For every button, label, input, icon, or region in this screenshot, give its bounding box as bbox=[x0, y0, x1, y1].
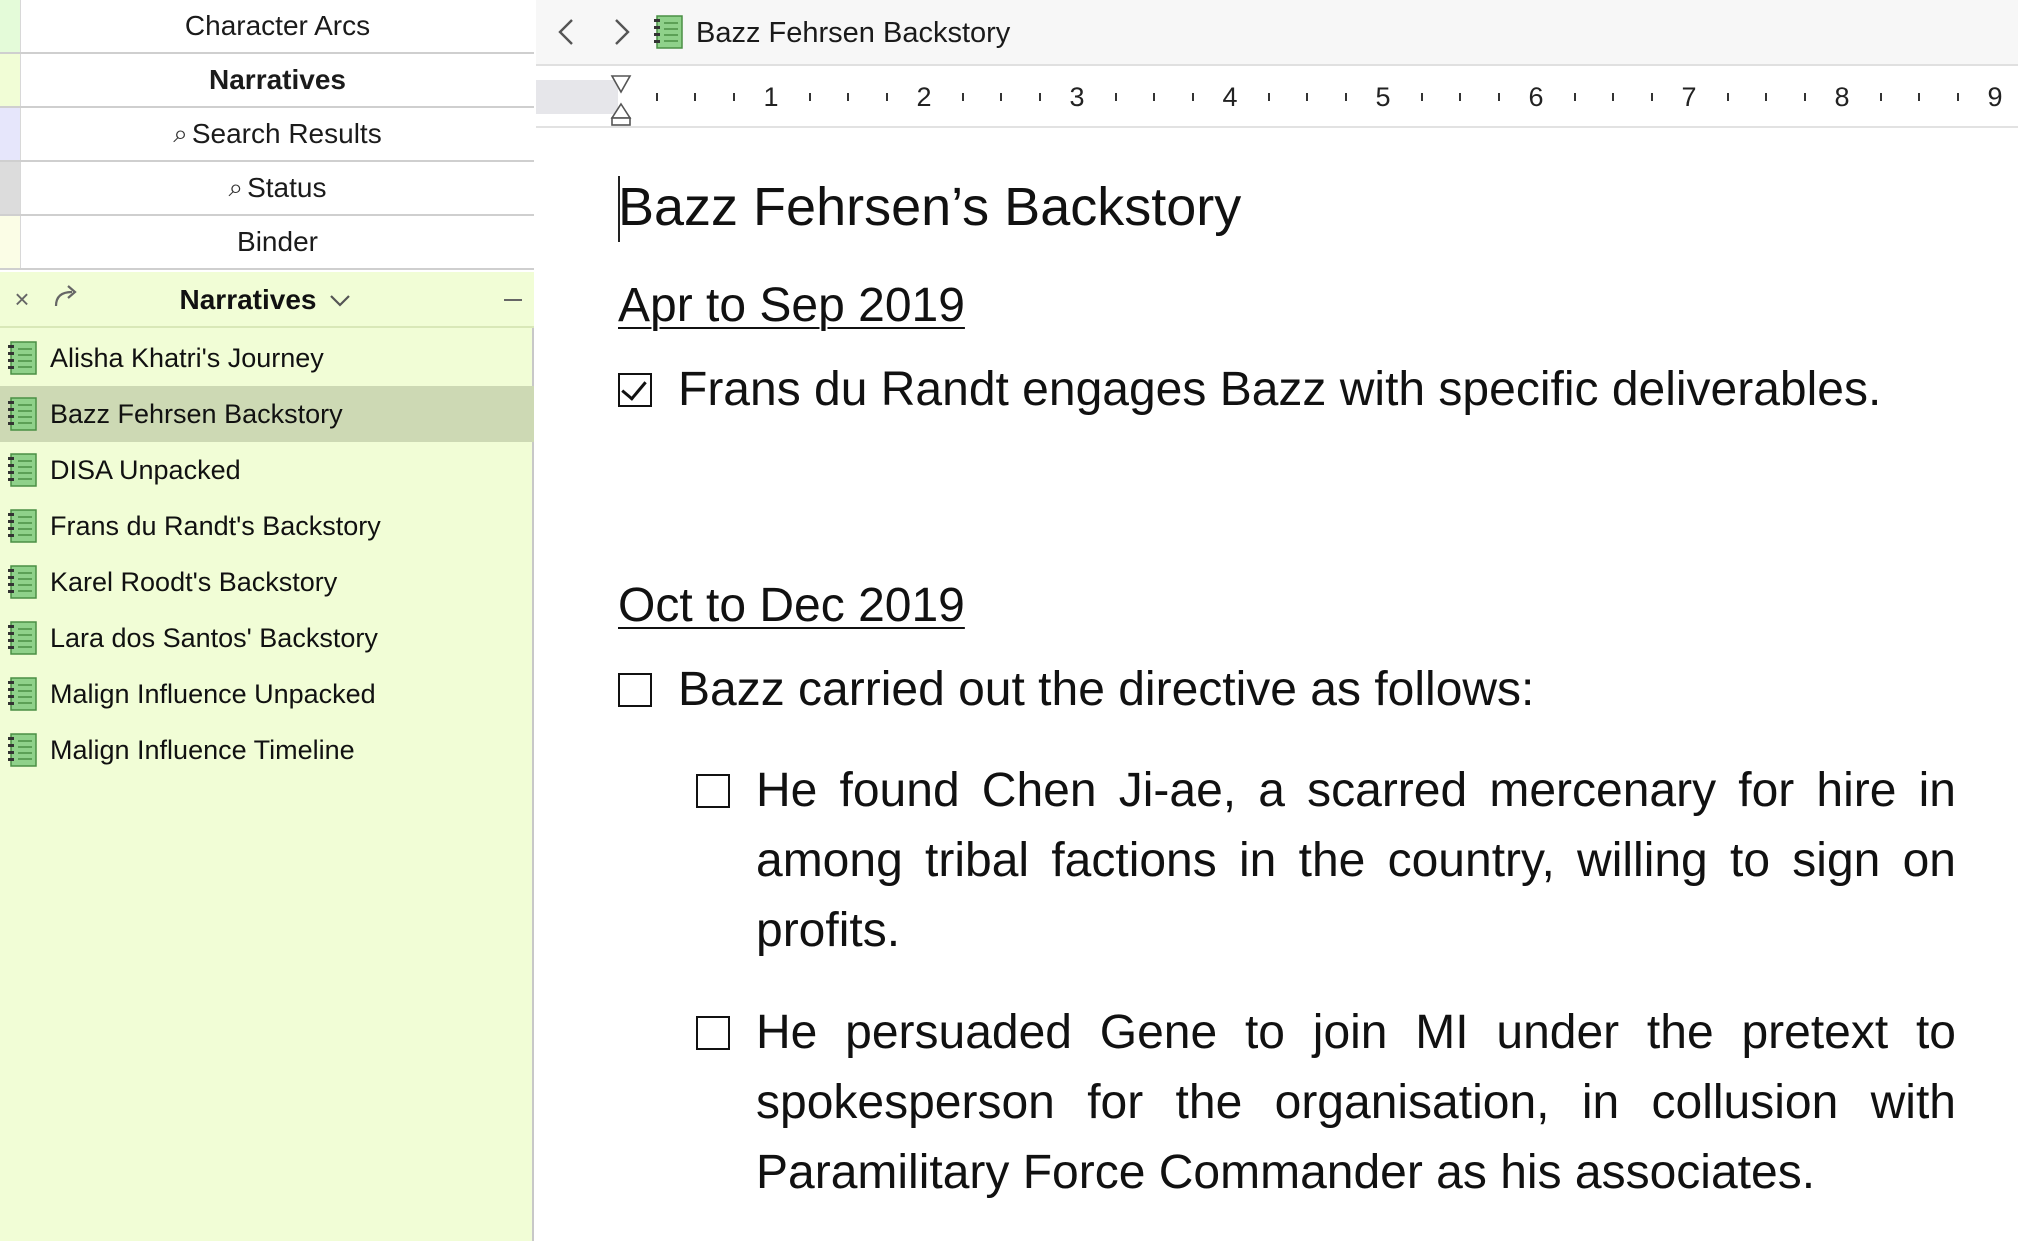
ruler-tick bbox=[1804, 93, 1806, 101]
collection-color-swatch bbox=[0, 54, 20, 106]
ruler-tick bbox=[1115, 93, 1117, 101]
notebook-icon bbox=[654, 15, 684, 49]
binder-item[interactable] bbox=[0, 722, 534, 778]
ruler-number: 9 bbox=[1987, 82, 2003, 112]
collection-color-swatch bbox=[0, 108, 20, 160]
collection-tab-narratives[interactable] bbox=[0, 54, 534, 108]
collection-title: Narratives bbox=[179, 284, 317, 315]
checklist-item-text: Frans du Randt engages Bazz with specific deliverables. bbox=[678, 363, 1882, 416]
ruler-tick bbox=[1421, 93, 1423, 101]
ruler-tick bbox=[1651, 93, 1653, 101]
ruler-tick bbox=[1306, 93, 1308, 101]
document-title: Bazz Fehrsen’s Backstory bbox=[618, 177, 1242, 237]
binder-item[interactable] bbox=[0, 442, 534, 498]
binder-item-label: Lara dos Santos' Backstory bbox=[50, 622, 378, 653]
ruler-number: 1 bbox=[763, 82, 779, 112]
ruler-tick bbox=[1039, 93, 1041, 101]
binder-item[interactable] bbox=[0, 610, 534, 666]
binder-list bbox=[0, 330, 534, 778]
checklist-item bbox=[618, 355, 1881, 425]
collapse-icon[interactable] bbox=[504, 299, 522, 301]
document-page[interactable] bbox=[618, 130, 2018, 1241]
checklist-item-text: Bazz carried out the directive as follows: bbox=[678, 663, 1535, 716]
ruler-number: 8 bbox=[1834, 82, 1850, 112]
ruler-number: 6 bbox=[1528, 82, 1544, 112]
binder-item[interactable] bbox=[0, 498, 534, 554]
ruler-number: 3 bbox=[1069, 82, 1085, 112]
ruler-tick bbox=[656, 93, 658, 101]
editor bbox=[536, 0, 2018, 1241]
notebook-icon bbox=[8, 509, 38, 543]
binder-item-label: Bazz Fehrsen Backstory bbox=[50, 398, 343, 429]
checklist-item bbox=[696, 998, 1956, 1208]
collection-tab-character-arcs[interactable] bbox=[0, 0, 534, 54]
ruler-tick bbox=[1345, 93, 1347, 101]
ruler-number: 2 bbox=[916, 82, 932, 112]
notebook-icon bbox=[8, 621, 38, 655]
ruler-tick bbox=[733, 93, 735, 101]
binder-item-label: Malign Influence Unpacked bbox=[50, 678, 376, 709]
section-heading: Apr to Sep 2019 bbox=[618, 279, 965, 332]
chevron-down-icon bbox=[326, 286, 354, 314]
editor-header bbox=[536, 0, 2018, 66]
search-icon: ⌕ bbox=[173, 118, 188, 148]
ruler-number: 5 bbox=[1375, 82, 1391, 112]
back-arrow-icon[interactable] bbox=[550, 14, 586, 50]
binder-item-label: Alisha Khatri's Journey bbox=[50, 342, 324, 373]
binder-item[interactable] bbox=[0, 666, 534, 722]
collection-color-swatch bbox=[0, 162, 20, 214]
ruler-tick bbox=[1612, 93, 1614, 101]
ruler-tick bbox=[1498, 93, 1500, 101]
checkbox-unchecked[interactable] bbox=[696, 1016, 730, 1050]
ruler-margin bbox=[536, 80, 618, 114]
checklist-item bbox=[696, 756, 1956, 966]
binder-item[interactable] bbox=[0, 554, 534, 610]
collection-title-dropdown[interactable] bbox=[0, 272, 534, 328]
checkbox-unchecked[interactable] bbox=[618, 673, 652, 707]
ruler-tick bbox=[1880, 93, 1882, 101]
ruler-tick bbox=[1000, 93, 1002, 101]
notebook-icon bbox=[8, 397, 38, 431]
collection-tabs bbox=[0, 0, 534, 272]
ruler-tick bbox=[1727, 93, 1729, 101]
checkbox-unchecked[interactable] bbox=[696, 774, 730, 808]
ruler-tick bbox=[1459, 93, 1461, 101]
close-collection-icon[interactable]: × bbox=[14, 284, 30, 314]
ruler-tick bbox=[1957, 93, 1959, 101]
checklist-item-text: He found Chen Ji-ae, a scarred mercenary for hire in among tribal factions in the country, willing to sign on profits. bbox=[756, 764, 1956, 957]
checklist-item-text: He persuaded Gene to join MI under the pretext to spokesperson for the organisation, in collusion with Paramilitary Force Commander as his associates. bbox=[756, 1006, 1956, 1199]
ruler-tick bbox=[1268, 93, 1270, 101]
collection-color-swatch bbox=[0, 216, 20, 268]
notebook-icon bbox=[8, 733, 38, 767]
binder-item-label: Malign Influence Timeline bbox=[50, 734, 355, 765]
notebook-icon bbox=[8, 341, 38, 375]
binder-item[interactable] bbox=[0, 330, 534, 386]
sidebar bbox=[0, 0, 534, 1241]
binder-item-label: DISA Unpacked bbox=[50, 454, 241, 485]
ruler-tick bbox=[1153, 93, 1155, 101]
checkbox-checked[interactable] bbox=[618, 373, 652, 407]
ruler-tick bbox=[1918, 93, 1920, 101]
ruler-tick bbox=[1765, 93, 1767, 101]
collection-header bbox=[0, 272, 534, 328]
collection-tab-label: Character Arcs bbox=[184, 10, 371, 41]
notebook-icon bbox=[8, 453, 38, 487]
section-heading: Oct to Dec 2019 bbox=[618, 579, 965, 632]
editor-document-title: Bazz Fehrsen Backstory bbox=[696, 16, 1011, 49]
ruler[interactable] bbox=[536, 68, 2018, 128]
collection-color-swatch bbox=[0, 0, 20, 52]
collection-tab-label: Binder bbox=[237, 226, 318, 257]
ruler-tick bbox=[809, 93, 811, 101]
binder-item-label: Frans du Randt's Backstory bbox=[50, 510, 381, 541]
checklist-item bbox=[618, 655, 1534, 725]
collection-tab-search-results[interactable] bbox=[0, 108, 534, 162]
ruler-tick bbox=[1574, 93, 1576, 101]
ruler-tick bbox=[1192, 93, 1194, 101]
collection-tab-label: Search Results bbox=[191, 118, 382, 149]
collection-tab-label: Narratives bbox=[209, 64, 346, 95]
notebook-icon bbox=[8, 565, 38, 599]
ruler-tick bbox=[847, 93, 849, 101]
collection-tab-status[interactable] bbox=[0, 162, 534, 216]
ruler-number: 4 bbox=[1222, 82, 1238, 112]
ruler-number: 7 bbox=[1681, 82, 1697, 112]
notebook-icon bbox=[8, 677, 38, 711]
forward-arrow-icon[interactable] bbox=[602, 14, 638, 50]
binder-item-label: Karel Roodt's Backstory bbox=[50, 566, 338, 597]
binder-item[interactable] bbox=[0, 386, 534, 442]
indent-marker-icon[interactable] bbox=[610, 74, 632, 126]
ruler-tick bbox=[886, 93, 888, 101]
ruler-tick bbox=[694, 93, 696, 101]
collection-tab-label: Status bbox=[247, 172, 327, 203]
search-icon: ⌕ bbox=[228, 172, 244, 202]
collection-tab-binder[interactable] bbox=[0, 216, 534, 270]
ruler-tick bbox=[962, 93, 964, 101]
